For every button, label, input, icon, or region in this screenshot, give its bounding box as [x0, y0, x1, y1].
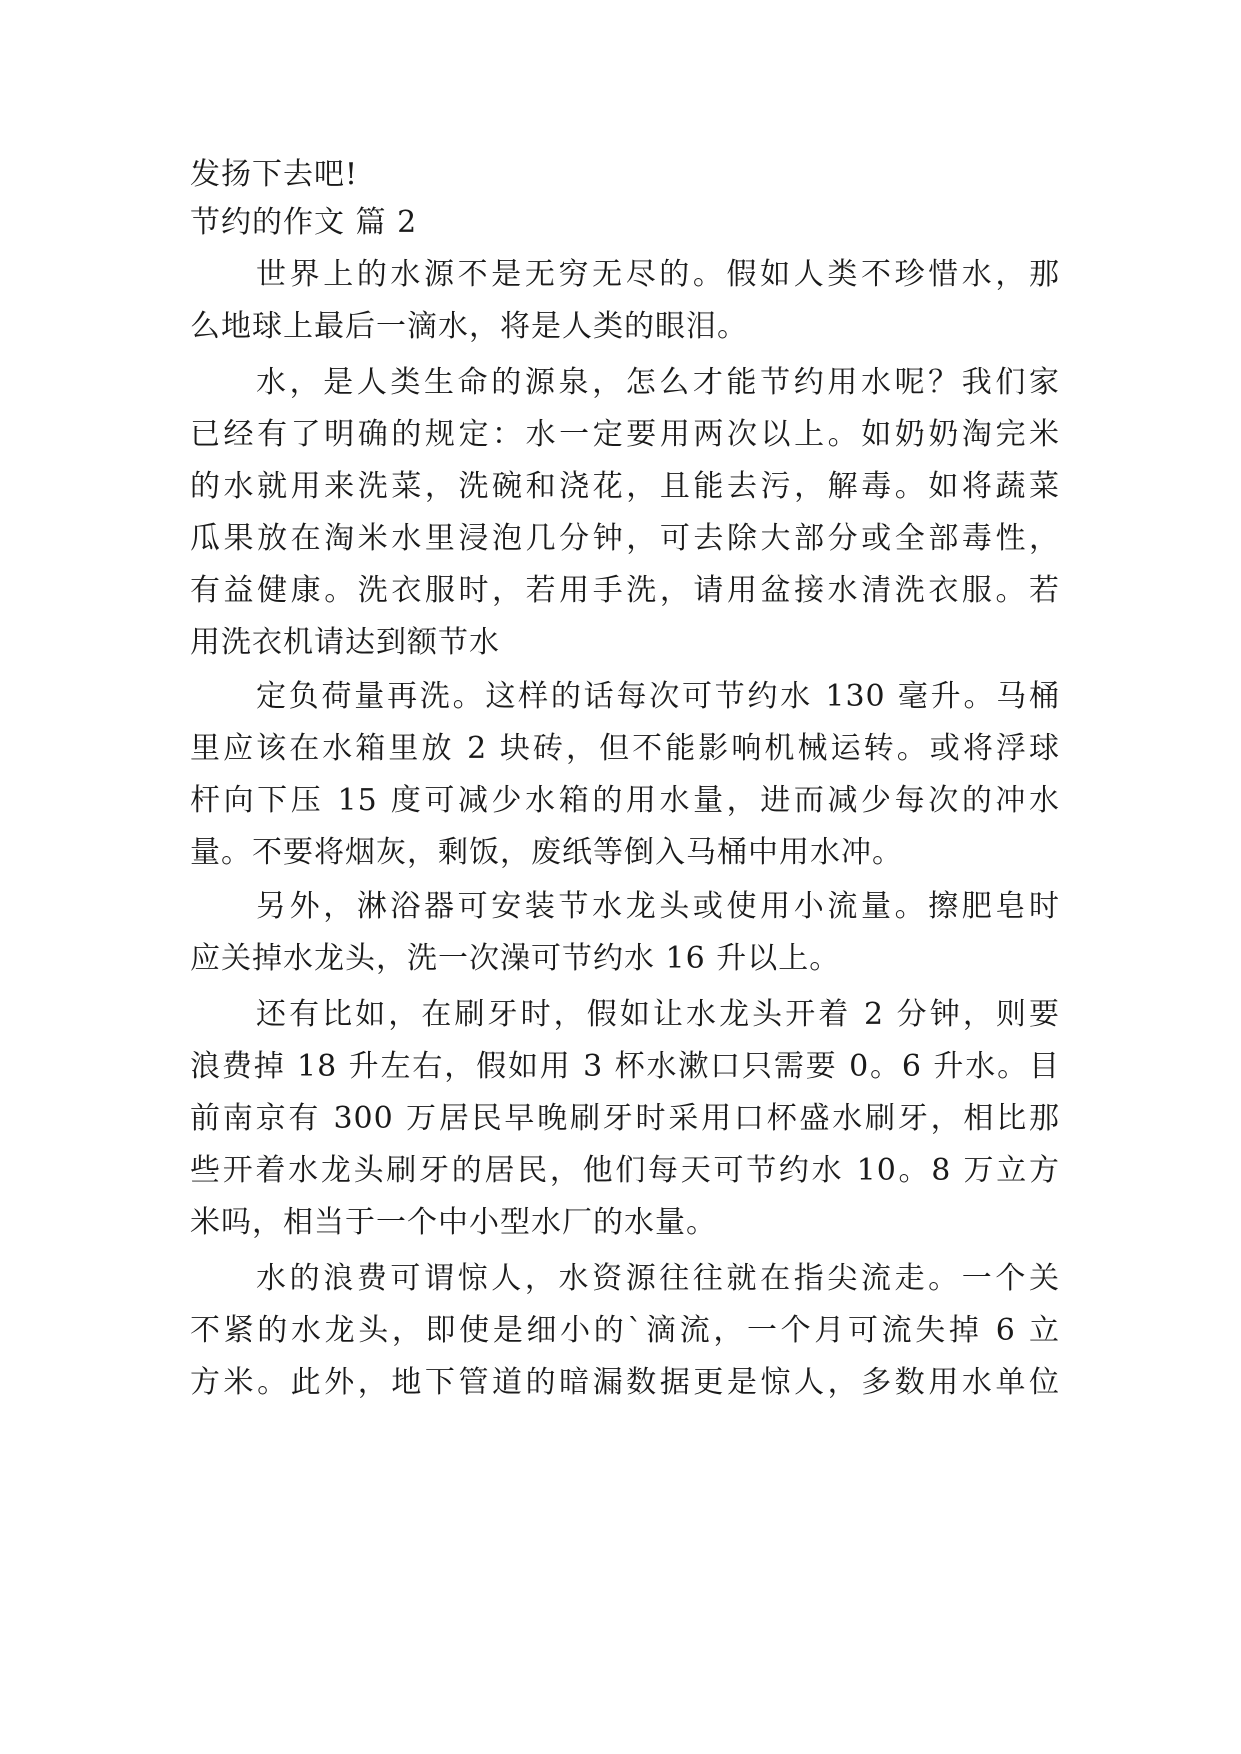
paragraph-2-line-6: 用洗衣机请达到额节水	[190, 625, 500, 660]
paragraph-6-line-3: 方米。此外，地下管道的暗漏数据更是惊人，多数用水单位	[190, 1365, 1060, 1400]
paragraph-3-line-1: 定负荷量再洗。这样的话每次可节约水 130 毫升。马桶	[256, 679, 1060, 714]
paragraph-4-line-2: 应关掉水龙头，洗一次澡可节约水 16 升以上。	[190, 941, 841, 976]
paragraph-3-line-4: 量。不要将烟灰，剩饭，废纸等倒入马桶中用水冲。	[190, 835, 903, 870]
paragraph-4-line-1: 另外，淋浴器可安装节水龙头或使用小流量。擦肥皂时	[256, 889, 1060, 924]
paragraph-5-line-3: 前南京有 300 万居民早晚刷牙时采用口杯盛水刷牙，相比那	[190, 1101, 1060, 1136]
paragraph-2-line-2: 已经有了明确的规定：水一定要用两次以上。如奶奶淘完米	[190, 417, 1060, 452]
paragraph-1-line-2: 么地球上最后一滴水，将是人类的眼泪。	[190, 309, 748, 344]
paragraph-5-line-1: 还有比如，在刷牙时，假如让水龙头开着 2 分钟，则要	[256, 997, 1060, 1032]
paragraph-2-line-4: 瓜果放在淘米水里浸泡几分钟，可去除大部分或全部毒性，	[190, 521, 1060, 556]
paragraph-6-line-1: 水的浪费可谓惊人，水资源往往就在指尖流走。一个关	[256, 1261, 1060, 1296]
paragraph-5-line-2: 浪费掉 18 升左右，假如用 3 杯水漱口只需要 0。6 升水。目	[190, 1049, 1060, 1084]
paragraph-3-line-2: 里应该在水箱里放 2 块砖，但不能影响机械运转。或将浮球	[190, 731, 1060, 766]
paragraph-6-line-2: 不紧的水龙头，即使是细小的`滴流，一个月可流失掉 6 立	[190, 1313, 1060, 1348]
section-heading: 节约的作文 篇 2	[190, 205, 418, 240]
paragraph-5-line-5: 米吗，相当于一个中小型水厂的水量。	[190, 1205, 717, 1240]
paragraph-2-line-5: 有益健康。洗衣服时，若用手洗，请用盆接水清洗衣服。若	[190, 573, 1060, 608]
paragraph-1-line-1: 世界上的水源不是无穷无尽的。假如人类不珍惜水，那	[256, 257, 1060, 292]
paragraph-2-line-3: 的水就用来洗菜，洗碗和浇花，且能去污，解毒。如将蔬菜	[190, 469, 1060, 504]
paragraph-2-line-1: 水，是人类生命的源泉，怎么才能节约用水呢？我们家	[256, 365, 1060, 400]
paragraph-5-line-4: 些开着水龙头刷牙的居民，他们每天可节约水 10。8 万立方	[190, 1153, 1060, 1188]
text-line-closing: 发扬下去吧!	[190, 157, 359, 192]
paragraph-3-line-3: 杆向下压 15 度可减少水箱的用水量，进而减少每次的冲水	[190, 783, 1060, 818]
